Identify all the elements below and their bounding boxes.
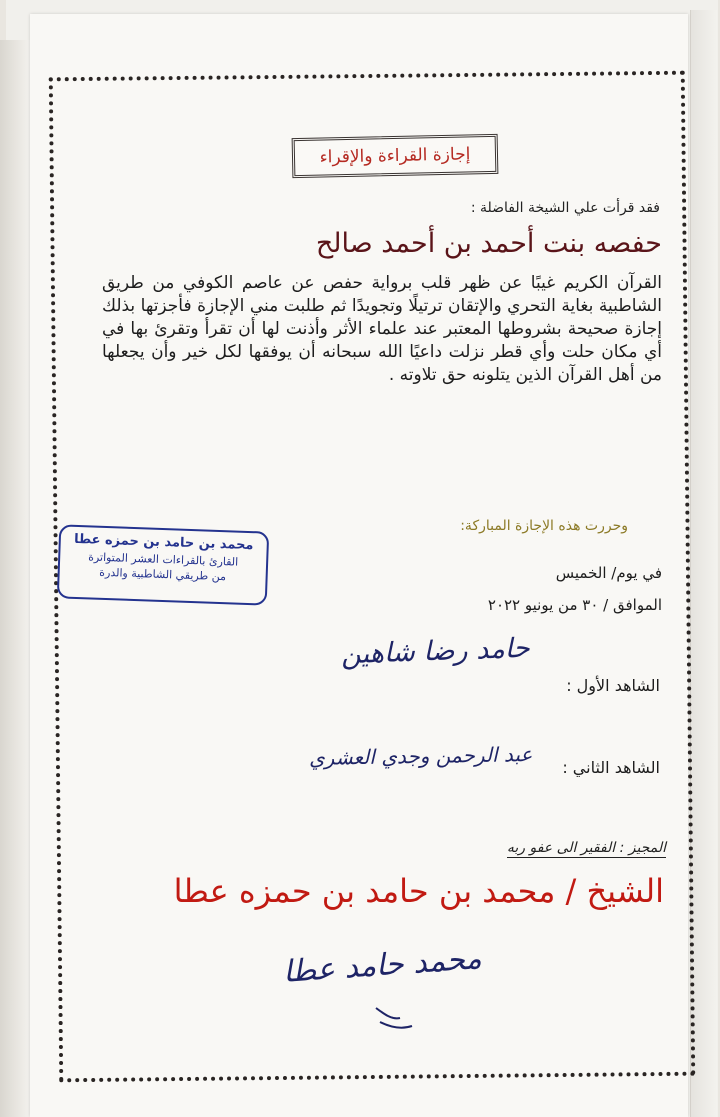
ink-stamp [57,524,269,605]
written-label: وحررت هذه الإجازة المباركة: [460,518,628,534]
signature-flourish-icon [370,1004,416,1034]
certificate-body-text: القرآن الكريم غيبًا عن ظهر قلب برواية حفص عن عاصم الكوفي من طريق الشاطبية بغاية التحري والإتقان ترتيلًا وتجويدًا ثم طلبت مني الإجازة فأجزتها بذلك إجازة صحيحة بشروطها المعتبر عند علماء الأثر وأذنت لها أن تقرأ وتقرئ بها في أي مكان حلت وأي قطر نزلت داعيًا الله سبحانه أن يوفقها لكل خير وأن يجعلها من أهل القرآن الذين يتلونه حق تلاوته . [102,273,662,385]
sheet-protector-edge [0,40,34,1117]
certificate-title: إجازة القراءة والإقراء [319,144,471,168]
witness2-label: الشاهد الثاني : [562,758,660,777]
stamp-name: محمد بن حامد بن حمزه عطا [73,531,254,554]
stamp-path: من طريقي الشاطبية والدرة [99,565,227,584]
witness1-signature: حامد رضا شاهين [340,632,531,671]
sheikh-name: الشيخ / محمد بن حامد بن حمزه عطا [173,872,664,910]
witness1-label: الشاهد الأول : [566,676,660,695]
sheikh-signature: محمد حامد عطا [282,941,483,990]
stamp-title: القارئ بالقراءات العشر المتواترة [87,550,239,569]
title-box [292,134,499,178]
day-line: في يوم/ الخميس [555,564,662,582]
student-name: حفصه بنت أحمد بن أحمد صالح [315,228,662,259]
intro-line: فقد قرأت علي الشيخة الفاضلة : [470,200,660,216]
witness2-signature: عبد الرحمن وجدي العشري [308,742,533,770]
grantor-label: المجيز : الفقير الى عفو ربه [506,840,666,856]
date-line: الموافق / ٣٠ من يونيو ٢٠٢٢ [487,596,662,614]
page-edge-strip [690,10,717,1117]
